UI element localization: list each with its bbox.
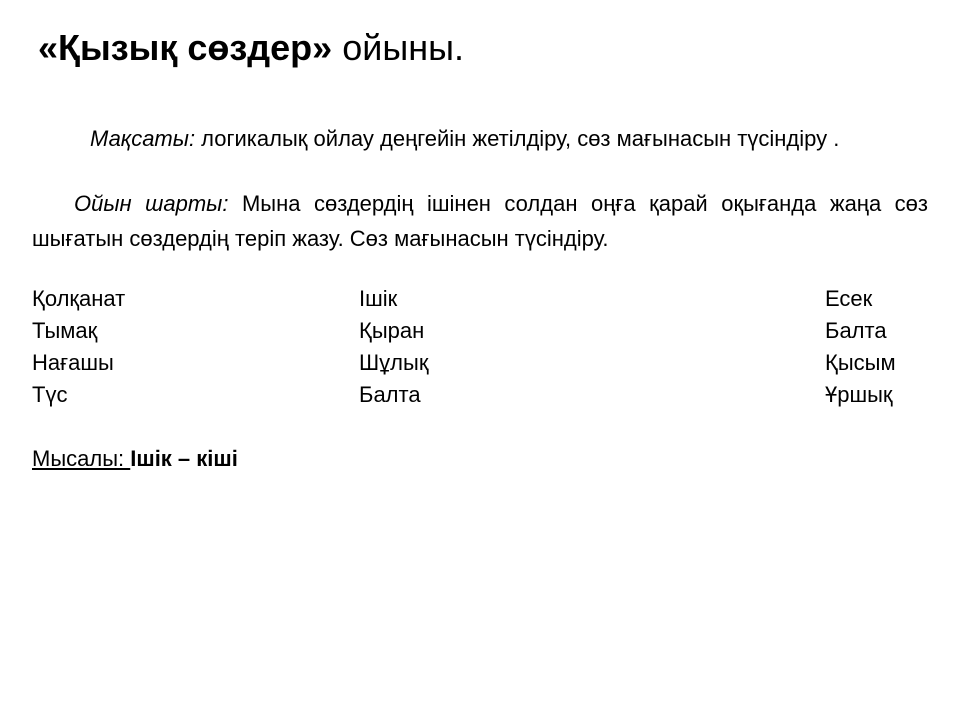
- word-row: [32, 347, 928, 379]
- word-cell: Қыран: [359, 318, 425, 343]
- word-cell: Қысым: [825, 350, 896, 375]
- rules-paragraph: [32, 186, 928, 256]
- word-row: [32, 283, 928, 315]
- example-line: [32, 443, 238, 475]
- word-cell: Түс: [32, 382, 68, 407]
- word-grid: [32, 283, 928, 411]
- goal-label: Мақсаты:: [90, 126, 196, 151]
- word-row: [32, 379, 928, 411]
- title-bold: «Қызық сөздер»: [38, 27, 333, 68]
- word-cell: Балта: [825, 318, 887, 343]
- example-label: Мысалы:: [32, 446, 131, 471]
- word-cell: Ұршық: [825, 382, 893, 407]
- title-rest: ойыны.: [332, 27, 464, 68]
- word-cell: Есек: [825, 286, 873, 311]
- rules-label: Ойын шарты:: [74, 191, 229, 216]
- word-cell: Қолқанат: [32, 286, 126, 311]
- word-cell: Шұлық: [359, 350, 429, 375]
- word-row: [32, 315, 928, 347]
- goal-paragraph: [32, 121, 928, 156]
- word-cell: Нағашы: [32, 350, 114, 375]
- word-cell: Тымақ: [32, 318, 98, 343]
- goal-text: логикалық ойлау деңгейін жетілдіру, сөз мағынасын түсіндіру .: [195, 126, 840, 151]
- page-title: [38, 24, 464, 72]
- rules-text: Мына сөздердің ішінен солдан оңға қарай оқығанда жаңа сөз шығатын сөздердің теріп жазу. Сөз мағынасын түсіндіру.: [32, 191, 928, 251]
- word-cell: Ішік: [359, 286, 398, 311]
- example-answer: Ішік – кіші: [130, 446, 238, 471]
- word-cell: Балта: [359, 382, 421, 407]
